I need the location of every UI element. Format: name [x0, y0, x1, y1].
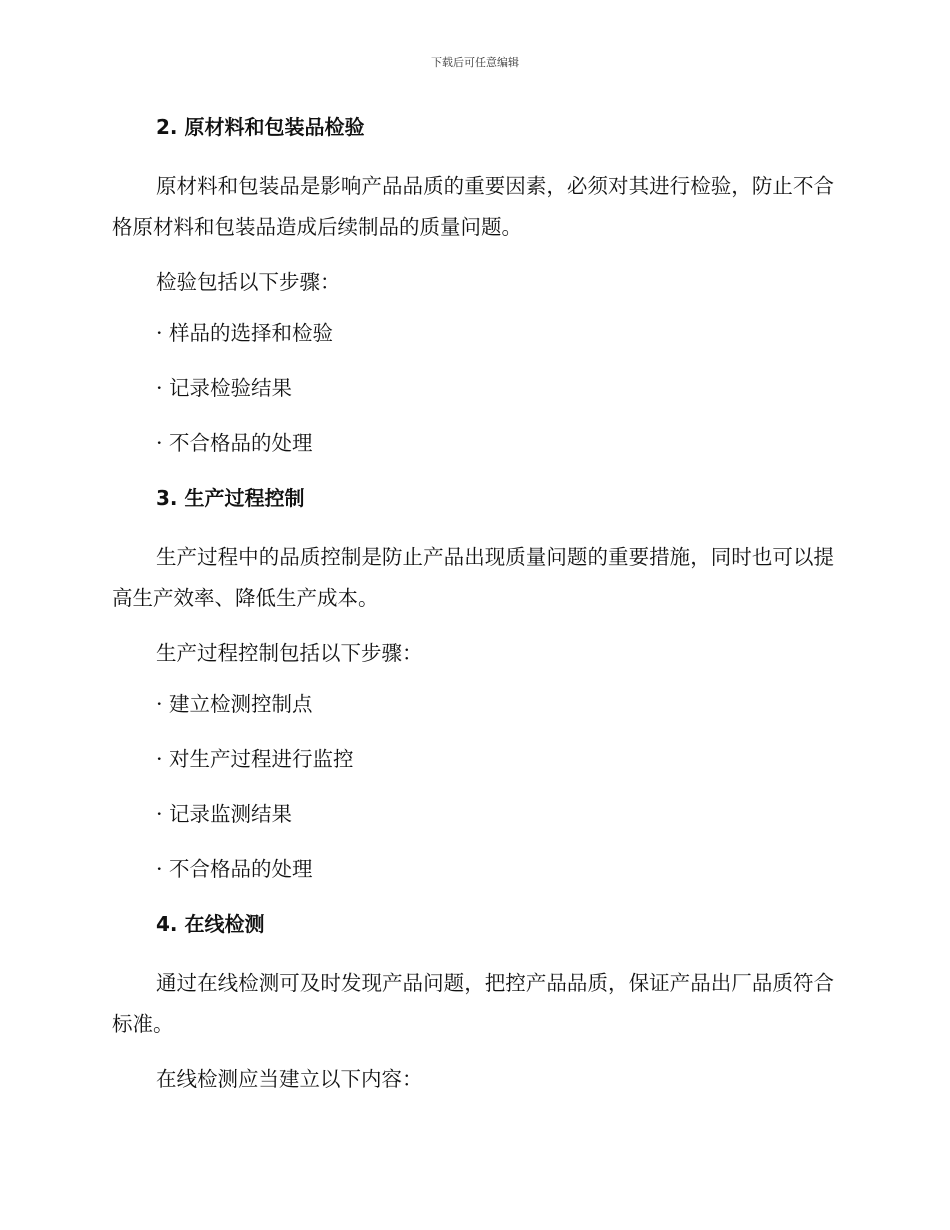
paragraph: 原材料和包装品是影响产品品质的重要因素，必须对其进行检验，防止不合格原材料和包装品造成后续制品的质量问题。	[112, 174, 834, 239]
paragraph: 生产过程中的品质控制是防止产品出现质量问题的重要措施，同时也可以提高生产效率、降低生产成本。	[112, 545, 834, 610]
section-heading: 3. 生产过程控制	[156, 486, 305, 510]
paragraph: 检验包括以下步骤：	[156, 270, 341, 294]
list-item: · 不合格品的处理	[156, 857, 313, 881]
page-header: 下载后可任意编辑	[431, 56, 519, 69]
list-item: · 不合格品的处理	[156, 431, 313, 455]
document-body	[112, 111, 834, 1114]
section-raw-material-inspection	[112, 111, 834, 459]
paragraph: 生产过程控制包括以下步骤：	[156, 641, 423, 665]
section-heading: 4. 在线检测	[156, 912, 265, 936]
list-item: · 记录监测结果	[156, 802, 293, 826]
paragraph: 在线检测应当建立以下内容：	[156, 1067, 423, 1091]
paragraph: 通过在线检测可及时发现产品问题，把控产品品质，保证产品出厂品质符合标准。	[112, 971, 834, 1036]
list-item: · 样品的选择和检验	[156, 321, 334, 345]
list-item: · 建立检测控制点	[156, 692, 313, 716]
list-item: · 对生产过程进行监控	[156, 747, 354, 771]
section-production-process-control	[112, 482, 834, 885]
list-item: · 记录检验结果	[156, 376, 293, 400]
section-heading: 2. 原材料和包装品检验	[156, 115, 365, 139]
section-online-inspection	[112, 908, 834, 1100]
